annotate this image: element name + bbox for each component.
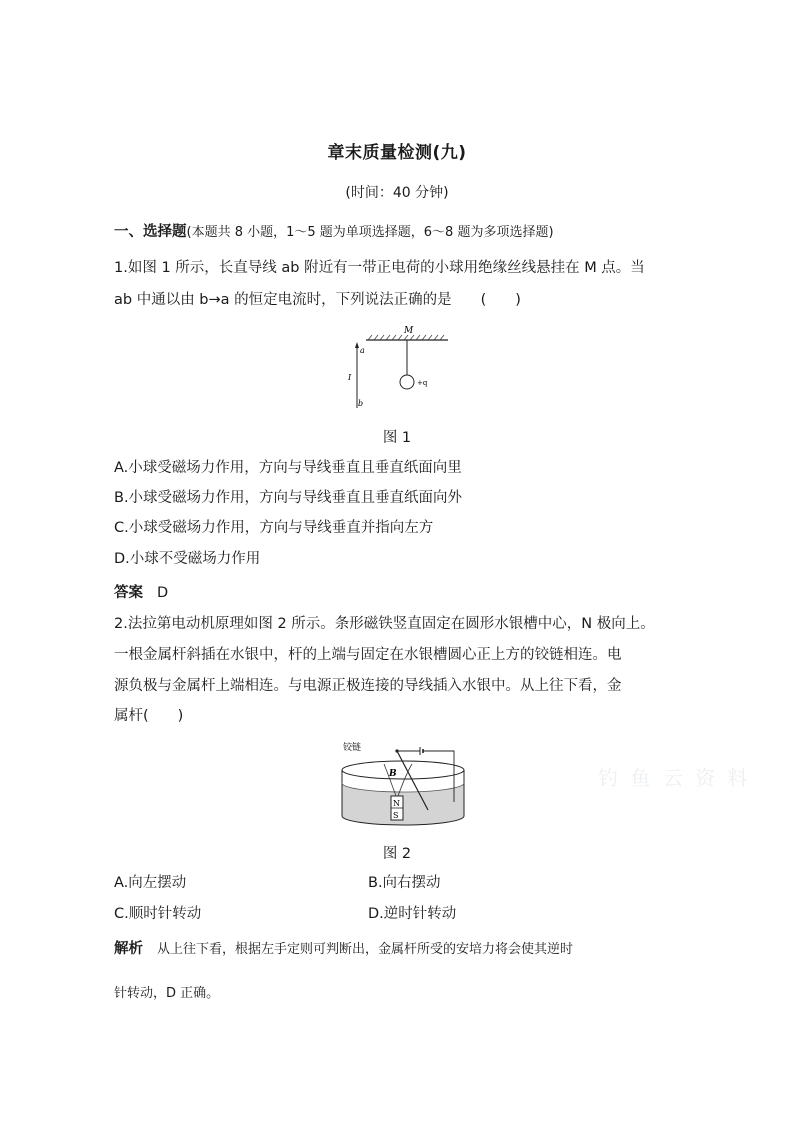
q2-analysis-line1 — [114, 939, 573, 960]
q2-option-c: C.顺时针转动 — [114, 906, 202, 922]
q1-option-a: A.小球受磁场力作用，方向与导线垂直且垂直纸面向里 — [114, 460, 462, 476]
label-a: a — [360, 346, 365, 355]
section-note: (本题共 8 小题，1～5 题为单项选择题，6～8 题为多项选择题) — [186, 225, 554, 240]
analysis-text: 从上往下看，根据左手定则可判断出，金属杆所受的安培力将会使其逆时 — [157, 942, 574, 957]
q2-stem-line2: 一根金属杆斜插在水银中，杆的上端与固定在水银槽圆心正上方的铰链相连。电 — [114, 647, 622, 663]
section-heading — [114, 222, 554, 243]
current-arrow-icon — [355, 342, 359, 348]
figure-1-caption: 图 1 — [382, 430, 412, 446]
figure-2-diagram — [338, 738, 468, 830]
label-q: +q — [417, 379, 428, 387]
q2-option-a: A.向左摆动 — [114, 875, 187, 891]
field-line — [398, 764, 412, 796]
label-I: I — [348, 373, 352, 382]
q1-option-d: D.小球不受磁场力作用 — [114, 551, 261, 567]
time-limit: (时间：40 分钟) — [345, 185, 449, 201]
q1-answer — [114, 583, 168, 603]
label-M: M — [404, 326, 414, 336]
answer-label: 答案 — [114, 585, 143, 601]
label-hinge: 铰链 — [343, 743, 362, 753]
q2-option-b: B.向右摆动 — [368, 875, 441, 891]
q1-stem-line1: 1.如图 1 所示，长直导线 ab 附近有一带正电荷的小球用绝缘丝线悬挂在 M 点。当 — [114, 260, 645, 276]
q2-option-d: D.逆时针转动 — [368, 906, 457, 922]
figure-2-caption: 图 2 — [382, 846, 412, 862]
q1-option-c: C.小球受磁场力作用，方向与导线垂直并指向左方 — [114, 520, 434, 536]
label-S: S — [393, 811, 399, 820]
label-B: B — [389, 769, 397, 779]
answer-value: D — [157, 585, 169, 601]
q1-option-b: B.小球受磁场力作用，方向与导线垂直且垂直纸面向外 — [114, 490, 463, 506]
charged-ball — [400, 375, 414, 389]
section-title: 一、选择题 — [114, 224, 187, 240]
q2-stem-line1: 2.法拉第电动机原理如图 2 所示。条形磁铁竖直固定在圆形水银槽中心，N 极向上。 — [114, 616, 655, 632]
label-N: N — [393, 799, 400, 808]
page-title: 章末质量检测(九) — [327, 143, 467, 163]
analysis-label: 解析 — [114, 941, 143, 957]
q2-stem-line4: 属杆( ) — [114, 708, 184, 724]
label-b: b — [358, 399, 364, 408]
figure-1-diagram — [340, 322, 460, 414]
q1-stem-line2: ab 中通以由 b→a 的恒定电流时，下列说法正确的是 ( ) — [114, 292, 521, 308]
q2-analysis-line2: 针转动，D 正确。 — [114, 986, 220, 1001]
q2-stem-line3: 源负极与金属杆上端相连。与电源正极连接的导线插入水银中。从上往下看，金 — [114, 678, 622, 694]
watermark: 钓 鱼 云 资 料 — [598, 766, 751, 790]
